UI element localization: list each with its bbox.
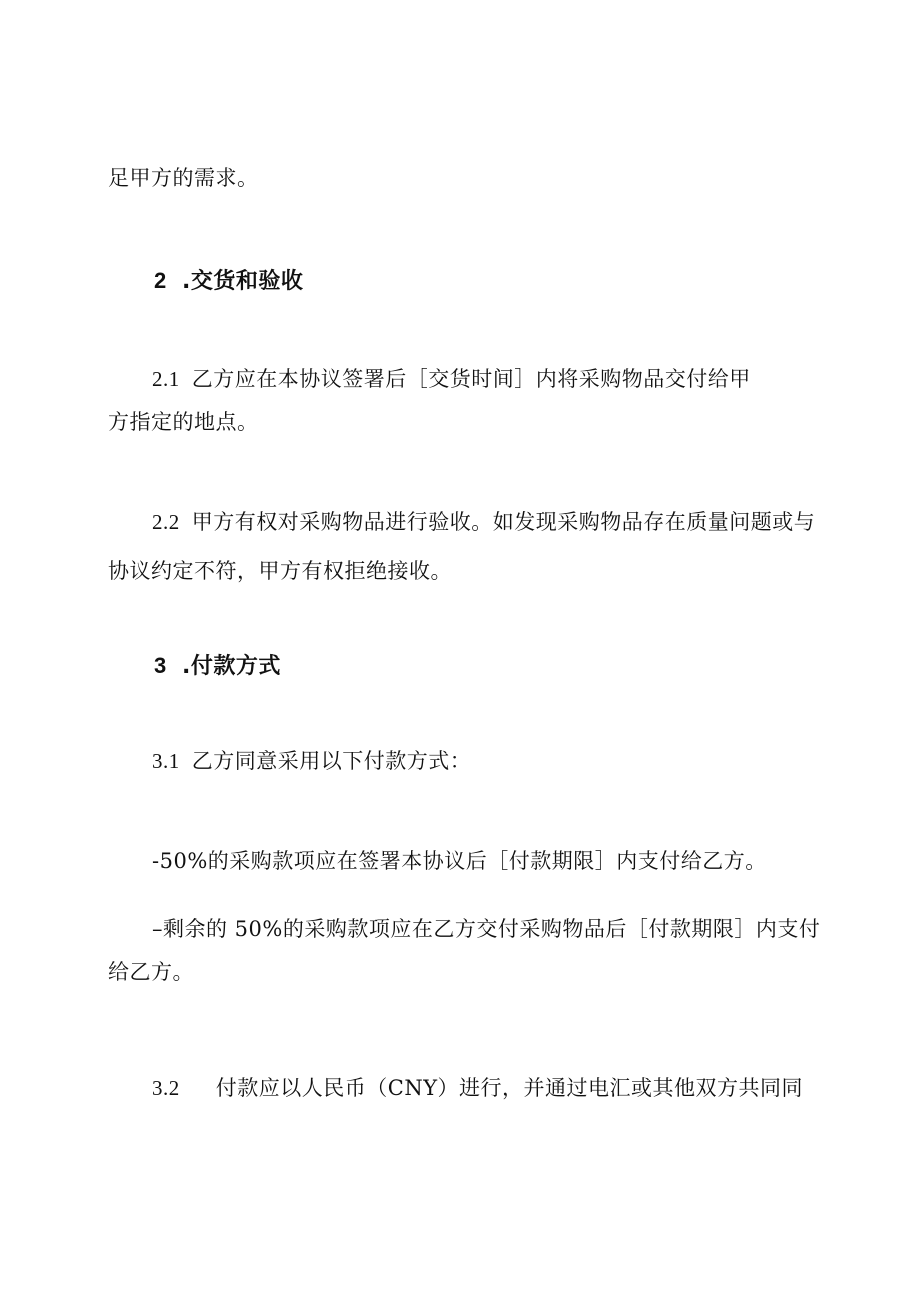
- clause-text: 甲方有权对采购物品进行验收。如发现采购物品存在质量问题或与: [191, 510, 816, 534]
- clause-text: 乙方同意采用以下付款方式：: [191, 749, 472, 773]
- clause-number: 2.2: [152, 510, 180, 534]
- clause-text: 协议约定不符，甲方有权拒绝接收。: [108, 559, 452, 583]
- section-number: 3: [154, 653, 167, 678]
- section-heading-payment: [154, 651, 281, 682]
- paragraph-continuation: [108, 163, 259, 193]
- payment-item-2-continuation: [108, 957, 194, 987]
- paragraph-text: 足甲方的需求。: [108, 166, 259, 190]
- list-item-text: 给乙方。: [108, 960, 194, 984]
- clause-text: 方指定的地点。: [108, 410, 259, 434]
- payment-item-1: [152, 846, 767, 876]
- clause-2-1: [152, 364, 751, 394]
- list-item-text: -50%的采购款项应在签署本协议后［付款期限］内支付给乙方。: [152, 849, 767, 873]
- clause-number: 3.1: [152, 749, 180, 773]
- clause-2-2-continuation: [108, 556, 452, 586]
- clause-number: 3.2: [152, 1076, 180, 1100]
- clause-2-1-continuation: [108, 407, 259, 437]
- clause-2-2: [152, 507, 815, 537]
- clause-3-1: [152, 746, 471, 776]
- section-heading-delivery: [154, 266, 303, 297]
- clause-number: 2.1: [152, 367, 180, 391]
- section-title: .交货和验收: [182, 269, 304, 294]
- list-item-text: –剩余的 50%的采购款项应在乙方交付采购物品后［付款期限］内支付: [152, 917, 821, 941]
- section-number: 2: [154, 268, 167, 293]
- section-title: .付款方式: [182, 654, 281, 679]
- payment-item-2: [152, 914, 820, 944]
- clause-text: 乙方应在本协议签署后［交货时间］内将采购物品交付给甲: [191, 367, 751, 391]
- clause-3-2: [152, 1073, 803, 1103]
- clause-text: 付款应以人民币（CNY）进行，并通过电汇或其他双方共同同: [215, 1076, 804, 1100]
